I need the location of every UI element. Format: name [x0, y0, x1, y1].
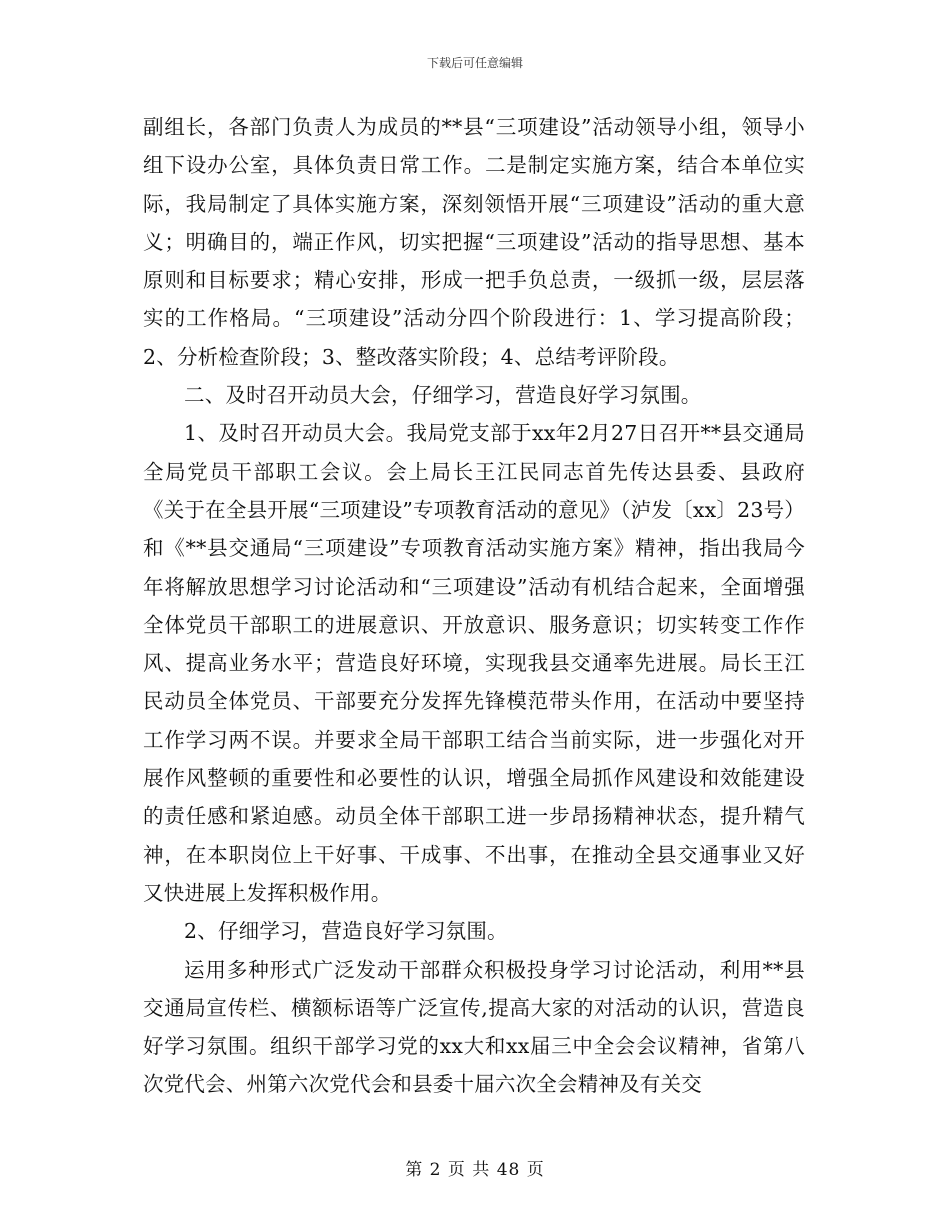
paragraph-1: 副组长，各部门负责人为成员的**县“三项建设”活动领导小组，领导小组下设办公室，具体负责日常工作。二是制定实施方案，结合本单位实际，我局制定了具体实施方案，深刻领悟开展“三项建设”活动的重大意义；明确目的，端正作风，切实把握“三项建设”活动的指导思想、基本原则和目标要求；精心安排，形成一把手负总责，一级抓一级，层层落实的工作格局。“三项建设”活动分四个阶段进行：1、学习提高阶段；2、分析检查阶段；3、整改落实阶段；4、总结考评阶段。 — [143, 115, 805, 369]
paragraph-3: 1、及时召开动员大会。我局党支部于xx年2月27日召开**县交通局全局党员干部职工会议。会上局长王江民同志首先传达县委、县政府《关于在全县开展“三项建设”专项教育活动的意见》（泸发〔xx〕23号）和《**县交通局“三项建设”专项教育活动实施方案》精神，指出我局今年将解放思想学习讨论活动和“三项建设”活动有机结合起来，全面增强全体党员干部职工的进展意识、开放意识、服务意识；切实转变工作作风、提高业务水平；营造良好环境，实现我县交通率先进展。局长王江民动员全体党员、干部要充分发挥先锋模范带头作用，在活动中要坚持工作学习两不误。并要求全局干部职工结合当前实际，进一步强化对开展作风整顿的重要性和必要性的认识，增强全局抓作风建设和效能建设的责任感和紧迫感。动员全体干部职工进一步昂扬精神状态，提升精气神，在本职岗位上干好事、干成事、不出事，在推动全县交通事业又好又快进展上发挥积极作用。 — [143, 421, 805, 905]
page-header: 下载后可任意编辑 — [426, 56, 523, 70]
paragraph-4: 2、仔细学习，营造良好学习氛围。 — [184, 919, 508, 944]
page-footer: 第 2 页 共 48 页 — [405, 1160, 545, 1180]
paragraph-5: 运用多种形式广泛发动干部群众积极投身学习讨论活动，利用**县交通局宣传栏、横额标语等广泛宣传,提高大家的对活动的认识，营造良好学习氛围。组织干部学习党的xx大和xx届三中全会会议精神，省第八次党代会、州第六次党代会和县委十届六次全会精神及有关交 — [143, 957, 805, 1097]
paragraph-2: 二、及时召开动员大会，仔细学习，营造良好学习氛围。 — [184, 383, 702, 408]
document-body — [143, 108, 805, 1104]
